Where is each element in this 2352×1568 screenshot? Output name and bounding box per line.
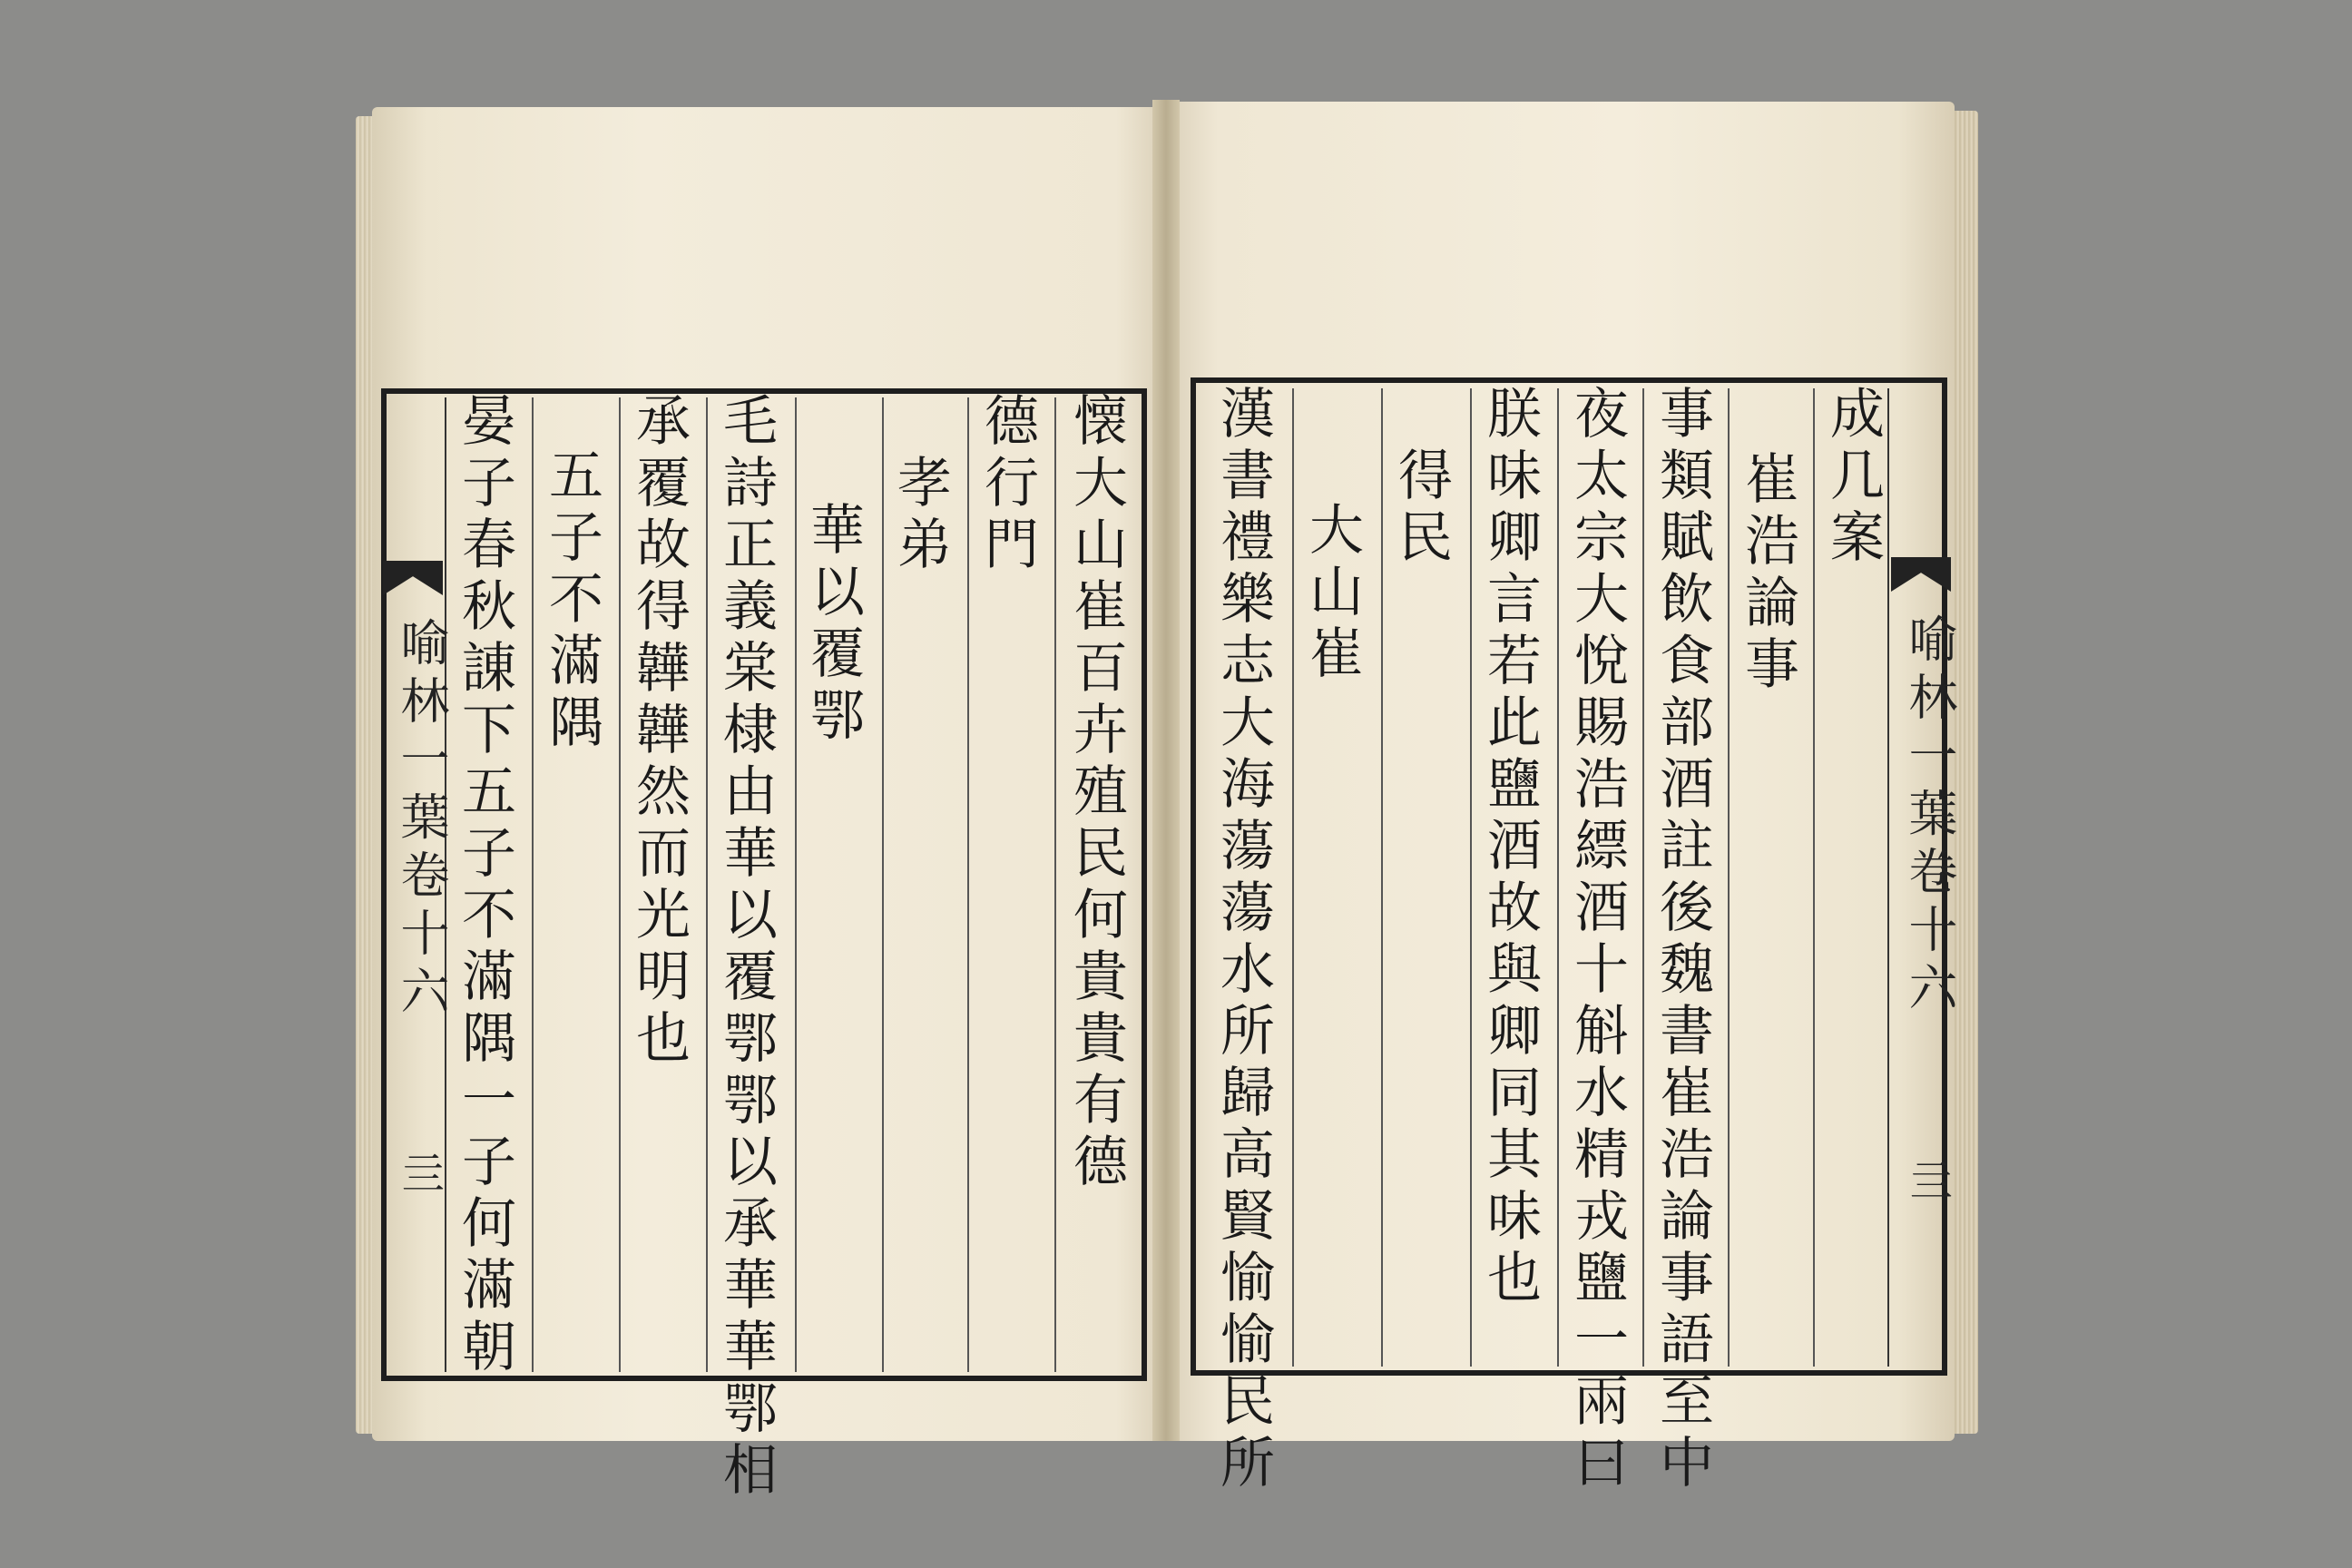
right-page-banxin-rule <box>1887 388 1889 1367</box>
left-col-8: 晏子春秋諌下五子不滿隅一子何滿朝 <box>453 392 516 1379</box>
left-col-2: 德行門 <box>975 392 1039 577</box>
left-margin-title: 喻林一葉卷十六 <box>393 617 450 1024</box>
right-col-3: 事類賦飲食部酒註後魏書崔浩論事語至中 <box>1651 385 1714 1495</box>
left-col-6: 承覆故得韡韡然而光明也 <box>627 392 691 1071</box>
right-col-4: 夜太宗大悅賜浩縹酒十斛水精戎鹽一兩曰 <box>1565 385 1629 1495</box>
right-folio-number: 亖 <box>1902 1158 1953 1201</box>
book-gutter <box>1152 100 1180 1441</box>
right-col-2: 崔浩論事 <box>1736 450 1799 697</box>
left-col-3: 孝弟 <box>888 454 952 577</box>
right-col-6: 得民 <box>1389 446 1453 570</box>
left-col-5: 毛詩正義棠棣由華以覆鄂鄂以承華華鄂相 <box>714 392 778 1503</box>
left-col-1: 懐大山崔百卉殖民何貴貴有德 <box>1064 392 1128 1194</box>
left-folio-number: 亖 <box>394 1151 445 1194</box>
right-col-5: 朕味卿言若此鹽酒故與卿同其味也 <box>1478 385 1542 1310</box>
right-col-8: 漢書禮樂志大海蕩蕩水所歸高賢愉愉民所 <box>1211 385 1275 1495</box>
right-col-1: 成几案 <box>1821 385 1885 570</box>
right-col-7: 大山崔 <box>1300 501 1364 686</box>
left-col-4: 華以覆鄂 <box>801 501 865 748</box>
left-col-7: 五子不滿隅 <box>540 446 603 755</box>
right-margin-title: 喻林一葉卷十六 <box>1901 613 1958 1020</box>
